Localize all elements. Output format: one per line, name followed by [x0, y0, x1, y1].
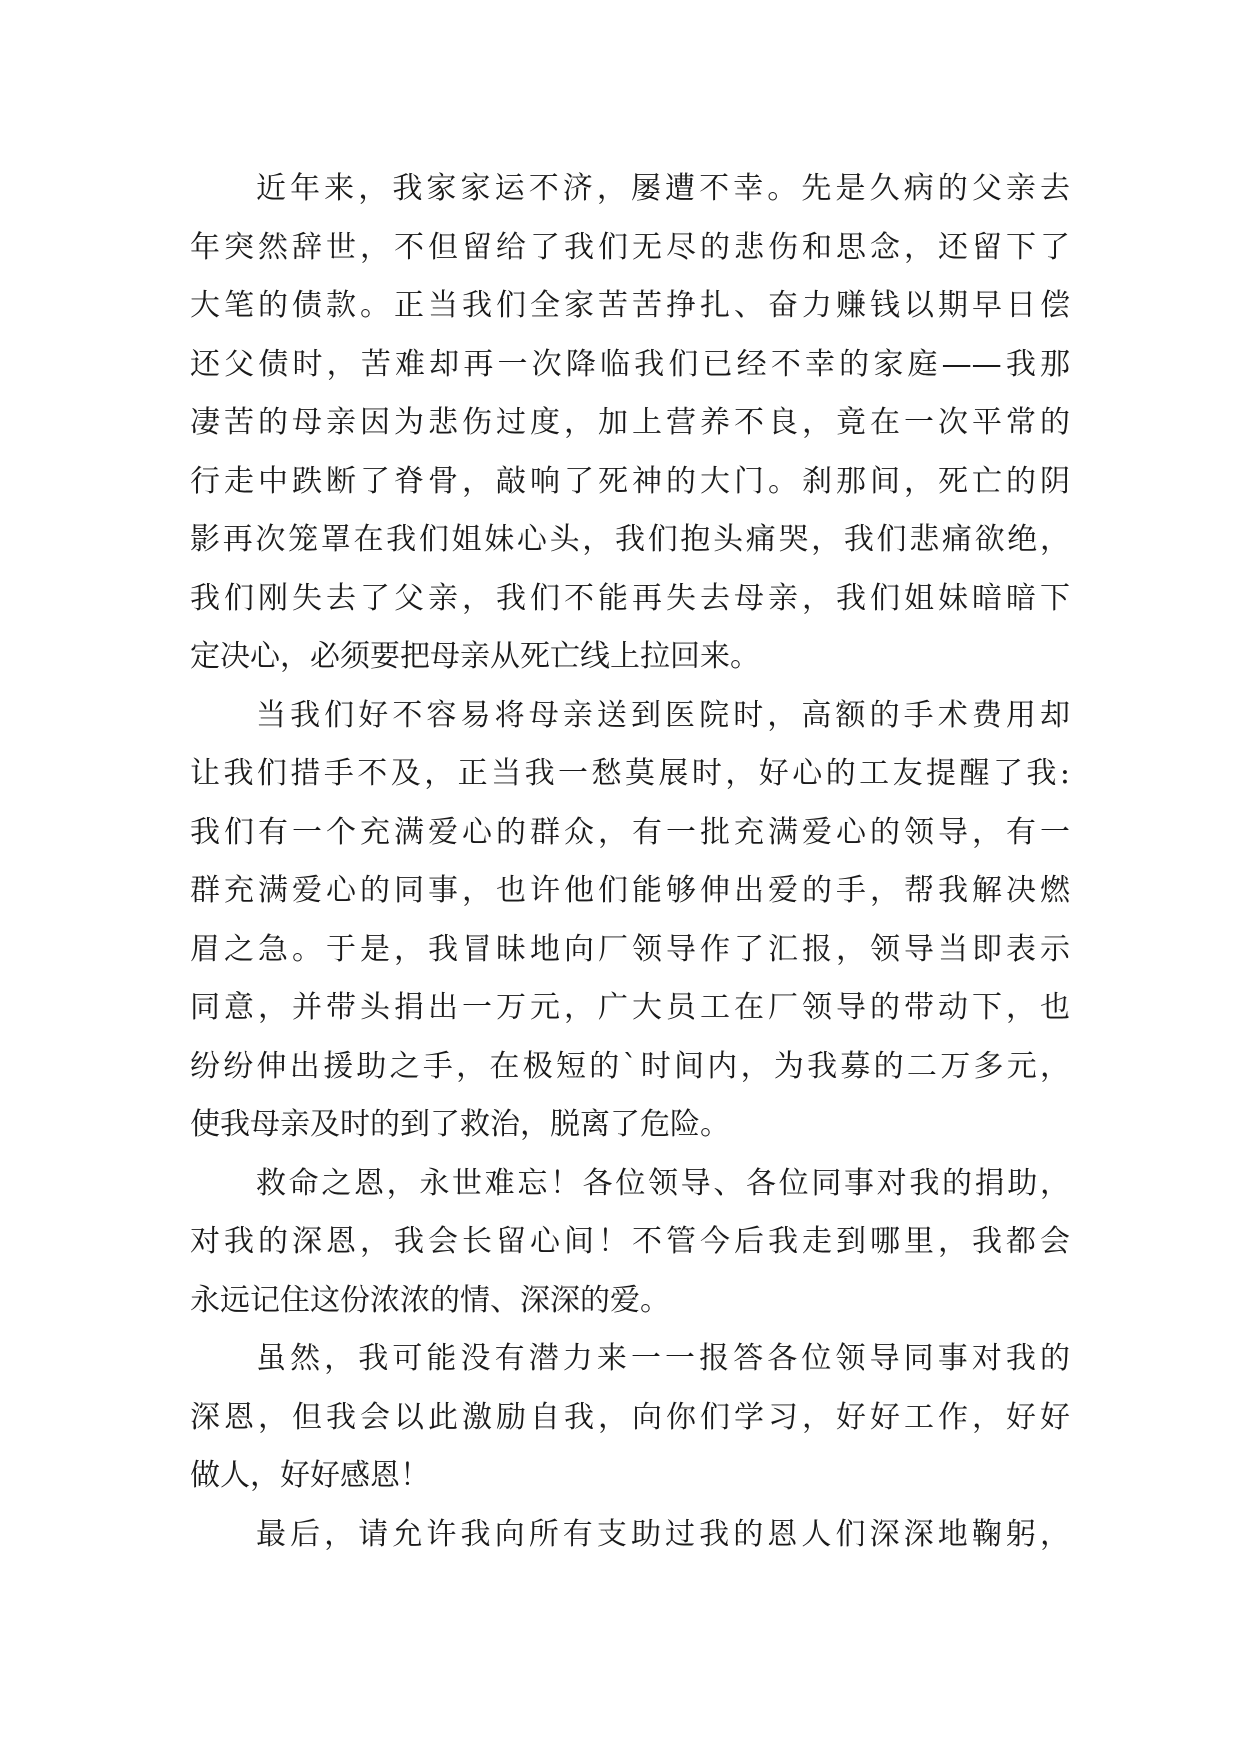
- text-line: 我们有一个充满爱心的群众，有一批充满爱心的领导，有一: [190, 814, 1070, 850]
- text-line: 群充满爱心的同事，也许他们能够伸出爱的手，帮我解决燃: [190, 873, 1070, 908]
- text-line: 做人，好好感恩！: [190, 1458, 430, 1493]
- text-line: 行走中跌断了脊骨，敲响了死神的大门。刹那间，死亡的阴: [190, 463, 1070, 499]
- text-line: 让我们措手不及，正当我一愁莫展时，好心的工友提醒了我:: [190, 756, 1070, 791]
- text-line: 凄苦的母亲因为悲伤过度，加上营养不良，竟在一次平常的: [190, 405, 1070, 440]
- text-line: 最后，请允许我向所有支助过我的恩人们深深地鞠躬，: [256, 1516, 1070, 1552]
- text-line: 使我母亲及时的到了救治，脱离了危险。: [190, 1107, 730, 1142]
- text-line: 纷纷伸出援助之手，在极短的`时间内，为我募的二万多元，: [190, 1048, 1070, 1084]
- paragraph-2: [190, 687, 1070, 1155]
- text-line: 我们刚失去了父亲，我们不能再失去母亲，我们姐妹暗暗下: [190, 580, 1070, 616]
- text-line: 永远记住这份浓浓的情、深深的爱。: [190, 1282, 670, 1318]
- text-line: 年突然辞世，不但留给了我们无尽的悲伤和思念，还留下了: [190, 229, 1070, 265]
- paragraph-1: [190, 160, 1070, 687]
- paragraph-4: [190, 1330, 1070, 1506]
- text-line: 救命之恩，永世难忘！各位领导、各位同事对我的捐助，: [256, 1165, 1070, 1201]
- text-line: 虽然，我可能没有潜力来一一报答各位领导同事对我的: [256, 1341, 1070, 1376]
- text-line: 当我们好不容易将母亲送到医院时，高额的手术费用却: [256, 697, 1070, 733]
- text-line: 同意，并带头捐出一万元，广大员工在厂领导的带动下，也: [190, 990, 1070, 1025]
- paragraph-3: [190, 1155, 1070, 1331]
- text-line: 定决心，必须要把母亲从死亡线上拉回来。: [190, 639, 760, 674]
- text-line: 深恩，但我会以此激励自我，向你们学习，好好工作，好好: [190, 1399, 1070, 1435]
- text-line: 对我的深恩，我会长留心间！不管今后我走到哪里，我都会: [190, 1224, 1070, 1259]
- text-line: 还父债时，苦难却再一次降临我们已经不幸的家庭——我那: [190, 346, 1070, 382]
- text-line: 眉之急。于是，我冒昧地向厂领导作了汇报，领导当即表示: [190, 931, 1070, 967]
- text-line: 近年来，我家家运不济，屡遭不幸。先是久病的父亲去: [256, 171, 1070, 206]
- text-line: 影再次笼罩在我们姐妹心头，我们抱头痛哭，我们悲痛欲绝，: [190, 522, 1070, 557]
- document-body: [190, 160, 1070, 1564]
- paragraph-5: [190, 1506, 1070, 1565]
- text-line: 大笔的债款。正当我们全家苦苦挣扎、奋力赚钱以期早日偿: [190, 288, 1070, 323]
